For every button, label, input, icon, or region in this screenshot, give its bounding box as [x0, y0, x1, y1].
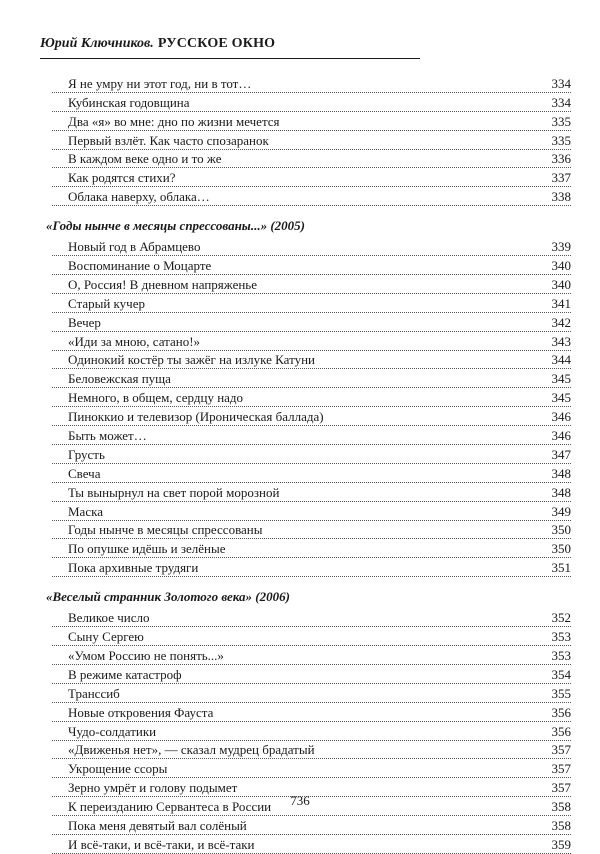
header-author: Юрий Ключников. — [40, 36, 154, 51]
toc-entry — [52, 759, 571, 778]
entry-page: 338 — [551, 189, 571, 205]
entry-title: Немного, в общем, сердцу надо — [68, 390, 244, 406]
table-of-contents — [46, 74, 571, 854]
entry-page: 348 — [551, 484, 571, 500]
toc-entry — [52, 703, 571, 722]
entry-title: В режиме катастроф — [68, 666, 182, 682]
toc-entry — [52, 539, 571, 558]
toc-section — [46, 218, 571, 577]
header-rule — [40, 58, 420, 59]
toc-entry — [52, 627, 571, 646]
entry-page: 344 — [551, 352, 571, 368]
entry-page: 337 — [551, 170, 571, 186]
entry-page: 345 — [551, 390, 571, 406]
entry-title: Годы нынче в месяцы спрессованы — [68, 522, 263, 538]
toc-entry — [52, 112, 571, 131]
toc-entry — [52, 256, 571, 275]
entry-title: Облака наверху, облака… — [68, 189, 210, 205]
toc-section — [46, 589, 571, 854]
entry-page: 345 — [551, 371, 571, 387]
entry-title: В каждом веке одно и то же — [68, 151, 222, 167]
entry-title: Два «я» во мне: дно по жизни мечется — [68, 113, 280, 129]
entry-page: 334 — [551, 75, 571, 91]
entry-page: 335 — [551, 132, 571, 148]
toc-entry — [52, 741, 571, 760]
entry-page: 358 — [551, 799, 571, 815]
entry-page: 340 — [551, 276, 571, 292]
toc-entry — [52, 187, 571, 206]
entry-title: О, Россия! В дневном напряженье — [68, 276, 257, 292]
entry-page: 342 — [551, 314, 571, 330]
toc-entry — [52, 294, 571, 313]
entry-title: Пока архивные трудяги — [68, 560, 199, 576]
entry-page: 352 — [551, 610, 571, 626]
toc-entry — [52, 131, 571, 150]
toc-entry — [52, 816, 571, 835]
entry-title: Беловежская пуща — [68, 371, 171, 387]
entry-title: «Умом Россию не понять...» — [68, 647, 224, 663]
entry-page: 350 — [551, 522, 571, 538]
entry-title: Грусть — [68, 446, 105, 462]
entry-title: Свеча — [68, 465, 101, 481]
entry-title: «Движенья нет», — сказал мудрец брадатый — [68, 742, 315, 758]
entry-page: 348 — [551, 465, 571, 481]
toc-entry — [52, 445, 571, 464]
entry-title: Быть может… — [68, 428, 147, 444]
entry-title: Я не умру ни этот год, ни в тот… — [68, 75, 252, 91]
toc-entry — [52, 502, 571, 521]
entry-title: По опушке идёшь и зелёные — [68, 541, 226, 557]
toc-entry — [52, 483, 571, 502]
entry-title: Пиноккио и телевизор (Ироническая баллада) — [68, 409, 324, 425]
entry-page: 353 — [551, 647, 571, 663]
running-header — [40, 36, 420, 52]
toc-entry — [52, 369, 571, 388]
entry-page: 357 — [551, 761, 571, 777]
toc-entry — [52, 426, 571, 445]
entry-title: «Иди за мною, сатано!» — [68, 333, 201, 349]
toc-entry — [52, 150, 571, 169]
entry-page: 341 — [551, 295, 571, 311]
entry-title: Вечер — [68, 314, 101, 330]
entry-page: 354 — [551, 666, 571, 682]
entry-page: 350 — [551, 541, 571, 557]
toc-entry — [52, 521, 571, 540]
entry-page: 359 — [551, 836, 571, 852]
entry-title: Кубинская годовщина — [68, 94, 190, 110]
toc-entry — [52, 93, 571, 112]
entry-page: 356 — [551, 723, 571, 739]
entry-page: 335 — [551, 113, 571, 129]
entry-title: Как родятся стихи? — [68, 170, 176, 186]
entry-title: Чудо-солдатики — [68, 723, 157, 739]
toc-entry — [52, 168, 571, 187]
entry-title: Пока меня девятый вал солёный — [68, 817, 247, 833]
toc-entry — [52, 608, 571, 627]
entry-title: К переизданию Сервантеса в России — [68, 799, 272, 815]
entry-page: 343 — [551, 333, 571, 349]
entry-title: Воспоминание о Моцарте — [68, 258, 212, 274]
entry-title: И всё-таки, и всё-таки, и всё-таки — [68, 836, 255, 852]
entry-page: 351 — [551, 560, 571, 576]
toc-entry — [52, 237, 571, 256]
toc-section — [52, 74, 571, 206]
entry-page: 356 — [551, 704, 571, 720]
entry-title: Новый год в Абрамцево — [68, 239, 201, 255]
entry-title: Маска — [68, 503, 103, 519]
entry-title: Сыну Сергею — [68, 629, 144, 645]
entry-page: 336 — [551, 151, 571, 167]
toc-entry — [52, 332, 571, 351]
toc-entry — [52, 558, 571, 577]
entry-title: Великое число — [68, 610, 150, 626]
entry-page: 339 — [551, 239, 571, 255]
toc-entry — [52, 74, 571, 93]
toc-entry — [52, 351, 571, 370]
entry-page: 346 — [551, 409, 571, 425]
entry-page: 355 — [551, 685, 571, 701]
toc-entry — [52, 407, 571, 426]
entry-page: 349 — [551, 503, 571, 519]
toc-entry — [52, 684, 571, 703]
entry-page: 347 — [551, 446, 571, 462]
header-title: РУССКОЕ ОКНО — [157, 36, 276, 51]
toc-entry — [52, 835, 571, 854]
entry-title: Новые откровения Фауста — [68, 704, 214, 720]
toc-entry — [52, 388, 571, 407]
toc-entry — [52, 646, 571, 665]
section-title: «Веселый странник Золотого века» (2006) — [46, 589, 290, 605]
toc-entry — [52, 313, 571, 332]
entry-title: Ты вынырнул на свет порой морозной — [68, 484, 280, 500]
section-title: «Годы нынче в месяцы спрессованы...» (2005) — [46, 218, 305, 234]
entry-page: 357 — [551, 780, 571, 796]
entry-title: Транссиб — [68, 685, 120, 701]
entry-title: Старый кучер — [68, 295, 145, 311]
entry-page: 340 — [551, 258, 571, 274]
entry-page: 357 — [551, 742, 571, 758]
entry-page: 346 — [551, 428, 571, 444]
entry-page: 353 — [551, 629, 571, 645]
entry-title: Укрощение ссоры — [68, 761, 168, 777]
toc-entry — [52, 722, 571, 741]
entry-title: Первый взлёт. Как часто спозаранок — [68, 132, 269, 148]
entry-title: Зерно умрёт и голову подымет — [68, 780, 238, 796]
page-number: 736 — [290, 793, 310, 808]
entry-page: 358 — [551, 817, 571, 833]
entry-title: Одинокий костёр ты зажёг на излуке Катуни — [68, 352, 316, 368]
toc-entry — [52, 665, 571, 684]
entry-page: 334 — [551, 94, 571, 110]
toc-entry — [52, 464, 571, 483]
toc-entry — [52, 275, 571, 294]
